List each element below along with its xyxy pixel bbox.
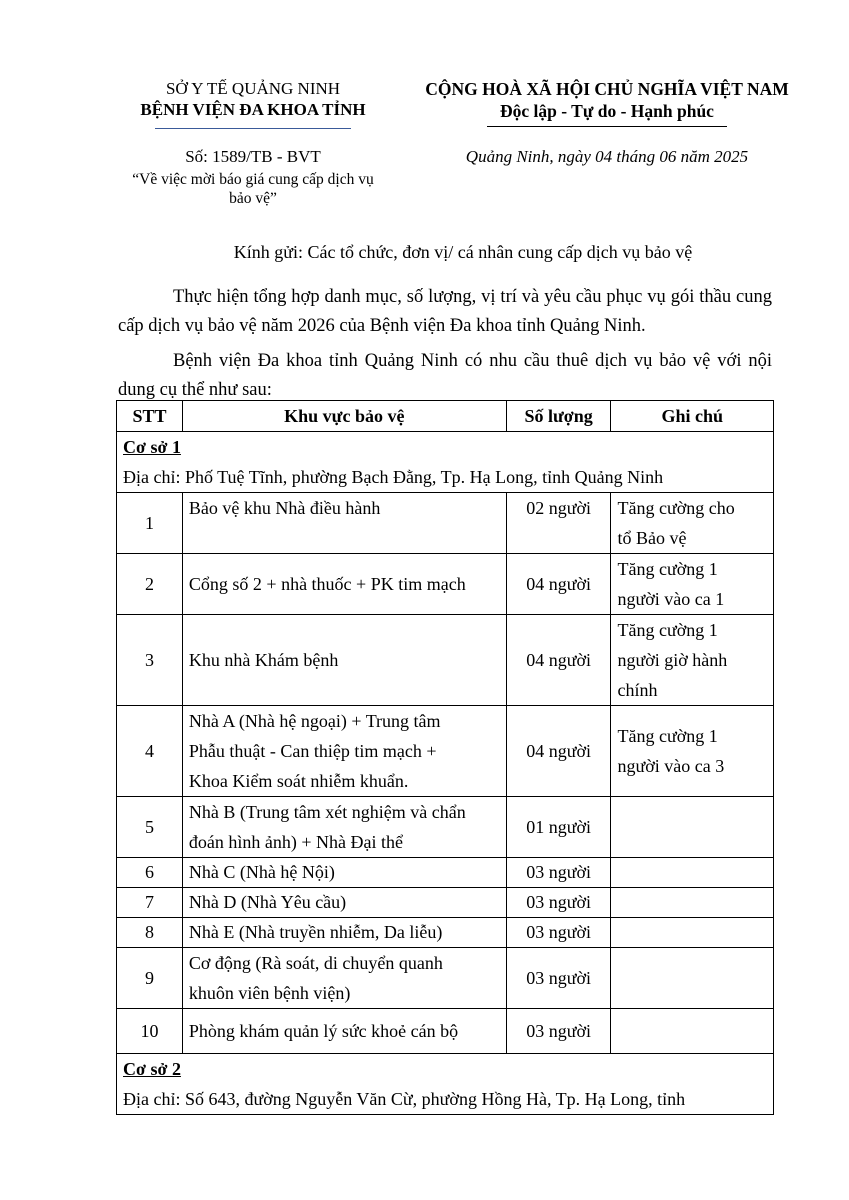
row-quantity: 04 người — [506, 554, 611, 615]
national-heading — [402, 78, 812, 127]
row-area-line: Khu nhà Khám bệnh — [188, 650, 339, 670]
section-2-cell — [117, 1054, 774, 1115]
subject-line-2: bảo vệ” — [229, 190, 277, 207]
row-area — [182, 948, 506, 1009]
issuer-underline — [155, 128, 351, 129]
row-note — [611, 615, 774, 706]
country-name: CỘNG HOÀ XÃ HỘI CHỦ NGHĨA VIỆT NAM — [425, 79, 789, 99]
row-note-line: Tăng cường 1 — [617, 726, 718, 746]
row-stt: 1 — [117, 493, 183, 554]
motto-underline — [487, 126, 727, 127]
row-stt: 5 — [117, 797, 183, 858]
row-note-line: người vào ca 1 — [617, 589, 725, 609]
issue-date: Quảng Ninh, ngày 04 tháng 06 năm 2025 — [465, 147, 749, 166]
table-row — [117, 858, 774, 888]
row-stt: 10 — [117, 1009, 183, 1054]
table-row — [117, 948, 774, 1009]
table-row — [117, 706, 774, 797]
row-area-line: khuôn viên bệnh viện) — [188, 983, 351, 1003]
row-note — [611, 1009, 774, 1054]
row-note — [611, 948, 774, 1009]
row-note-line: người giờ hành — [617, 650, 728, 670]
row-stt: 3 — [117, 615, 183, 706]
section-2-title: Cơ sở 2 — [123, 1059, 181, 1079]
hospital-name: BỆNH VIỆN ĐA KHOA TỈNH — [140, 100, 366, 119]
row-area-line: Cổng số 2 + nhà thuốc + PK tim mạch — [188, 574, 466, 594]
row-stt: 4 — [117, 706, 183, 797]
table-row — [117, 1009, 774, 1054]
row-quantity: 03 người — [506, 948, 611, 1009]
department-name: SỞ Y TẾ QUẢNG NINH — [165, 79, 341, 98]
section-2-address: Địa chỉ: Số 643, đường Nguyễn Văn Cừ, phường Hồng Hà, Tp. Hạ Long, tỉnh — [123, 1089, 686, 1109]
row-note-line: tổ Bảo vệ — [617, 528, 687, 548]
row-note — [611, 493, 774, 554]
subject-line-1: “Về việc mời báo giá cung cấp dịch vụ — [132, 171, 374, 188]
header-area: Khu vực bảo vệ — [182, 401, 506, 432]
row-quantity: 03 người — [506, 858, 611, 888]
section-1-cell — [117, 432, 774, 493]
row-note-line: chính — [617, 680, 658, 700]
row-quantity-text: 02 người — [526, 498, 591, 518]
table-row — [117, 554, 774, 615]
table-row — [117, 918, 774, 948]
table-row — [117, 615, 774, 706]
motto: Độc lập - Tự do - Hạnh phúc — [500, 101, 714, 121]
document-number: Số: 1589/TB - BVT — [185, 147, 321, 166]
row-area — [182, 797, 506, 858]
header-quantity: Số lượng — [506, 401, 611, 432]
row-note — [611, 706, 774, 797]
row-quantity: 03 người — [506, 1009, 611, 1054]
row-area: Phòng khám quản lý sức khoẻ cán bộ — [182, 1009, 506, 1054]
row-quantity: 03 người — [506, 918, 611, 948]
row-quantity: 03 người — [506, 888, 611, 918]
section-1-address: Địa chỉ: Phố Tuệ Tĩnh, phường Bạch Đằng, Tp. Hạ Long, tỉnh Quảng Ninh — [123, 467, 664, 487]
row-area-line: Nhà B (Trung tâm xét nghiệm và chẩn — [188, 802, 466, 822]
row-quantity: 04 người — [506, 706, 611, 797]
row-area-line: Phẫu thuật - Can thiệp tim mạch + — [188, 741, 437, 761]
header-stt: STT — [117, 401, 183, 432]
row-stt: 9 — [117, 948, 183, 1009]
row-area-line: đoán hình ảnh) + Nhà Đại thể — [188, 832, 403, 852]
document-subject — [108, 170, 398, 208]
row-area — [182, 615, 506, 706]
section-row-1 — [117, 432, 774, 493]
row-note — [611, 554, 774, 615]
row-note-line: Tăng cường cho — [617, 498, 735, 518]
paragraph-2: Bệnh viện Đa khoa tỉnh Quảng Ninh có nhu cầu thuê dịch vụ bảo vệ với nội dung cụ thể như sau: — [118, 351, 772, 400]
table-row — [117, 797, 774, 858]
row-area — [182, 493, 506, 554]
row-note-line: người vào ca 3 — [617, 756, 725, 776]
row-note — [611, 918, 774, 948]
row-area: Nhà C (Nhà hệ Nội) — [182, 858, 506, 888]
row-area: Nhà E (Nhà truyền nhiễm, Da liễu) — [182, 918, 506, 948]
row-quantity: 01 người — [506, 797, 611, 858]
row-area-line: Bảo vệ khu Nhà điều hành — [188, 498, 381, 518]
security-service-table — [116, 400, 774, 1115]
header-note: Ghi chú — [611, 401, 774, 432]
row-quantity — [506, 493, 611, 554]
issuer-block — [108, 78, 398, 129]
row-stt: 8 — [117, 918, 183, 948]
row-note — [611, 797, 774, 858]
body-text — [118, 283, 772, 411]
row-note — [611, 858, 774, 888]
row-note-line: Tăng cường 1 — [617, 559, 718, 579]
row-stt: 6 — [117, 858, 183, 888]
section-1-title: Cơ sở 1 — [123, 437, 181, 457]
section-row-2 — [117, 1054, 774, 1115]
row-area — [182, 706, 506, 797]
row-quantity: 04 người — [506, 615, 611, 706]
row-stt: 2 — [117, 554, 183, 615]
row-area: Nhà D (Nhà Yêu cầu) — [182, 888, 506, 918]
recipient-line: Kính gửi: Các tổ chức, đơn vị/ cá nhân cung cấp dịch vụ bảo vệ — [233, 242, 693, 262]
table-row — [117, 888, 774, 918]
row-area-line: Cơ động (Rà soát, di chuyển quanh — [188, 953, 443, 973]
row-note-line: Tăng cường 1 — [617, 620, 718, 640]
row-area — [182, 554, 506, 615]
row-stt: 7 — [117, 888, 183, 918]
row-area-line: Khoa Kiểm soát nhiễm khuẩn. — [188, 771, 409, 791]
paragraph-1: Thực hiện tổng hợp danh mục, số lượng, vị trí và yêu cầu phục vụ gói thầu cung cấp dịch vụ bảo vệ năm 2026 của Bệnh viện Đa khoa tỉnh Quảng Ninh. — [118, 287, 772, 336]
row-note — [611, 888, 774, 918]
table-row — [117, 493, 774, 554]
row-area-line: Nhà A (Nhà hệ ngoại) + Trung tâm — [188, 711, 441, 731]
table-header-row — [117, 401, 774, 432]
